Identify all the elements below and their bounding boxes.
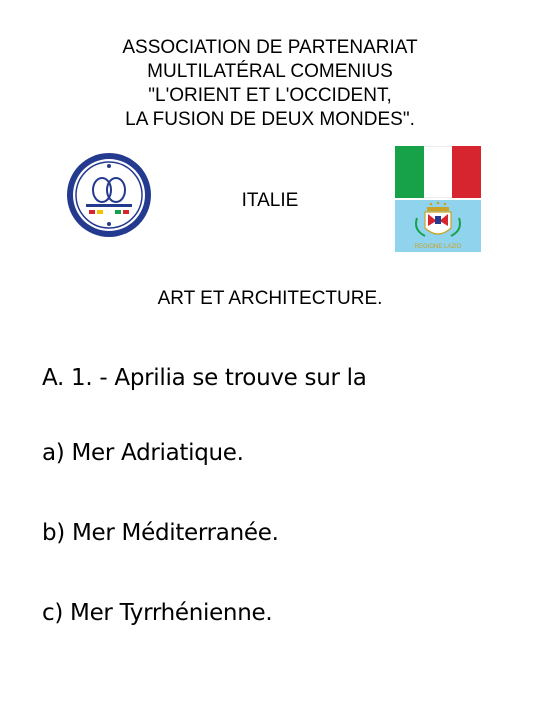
flag-red-band [452, 146, 481, 198]
flag-green-band [395, 146, 424, 198]
page-title [0, 36, 540, 132]
option-b[interactable]: b) Mer Méditerranée. [42, 520, 279, 546]
option-c[interactable]: c) Mer Tyrrhénienne. [42, 600, 273, 626]
title-line-1: ASSOCIATION DE PARTENARIAT [122, 37, 418, 58]
section-title: ART ET ARCHITECTURE. [157, 288, 383, 309]
title-line-2: MULTILATÉRAL COMENIUS [147, 61, 393, 82]
lazio-flag-text: REGIONE LAZIO [414, 244, 462, 250]
question-text: A. 1. - Aprilia se trouve sur la [42, 365, 367, 391]
country-label: ITALIE [241, 190, 299, 211]
lazio-flag-icon [395, 200, 481, 252]
title-line-3: "L'ORIENT ET L'OCCIDENT, [148, 85, 392, 106]
flag-white-band [424, 146, 453, 198]
comenius-logo-icon [66, 152, 152, 238]
italy-flag-icon [395, 146, 481, 198]
title-line-4: LA FUSION DE DEUX MONDES". [125, 109, 415, 130]
option-a[interactable]: a) Mer Adriatique. [42, 440, 244, 466]
